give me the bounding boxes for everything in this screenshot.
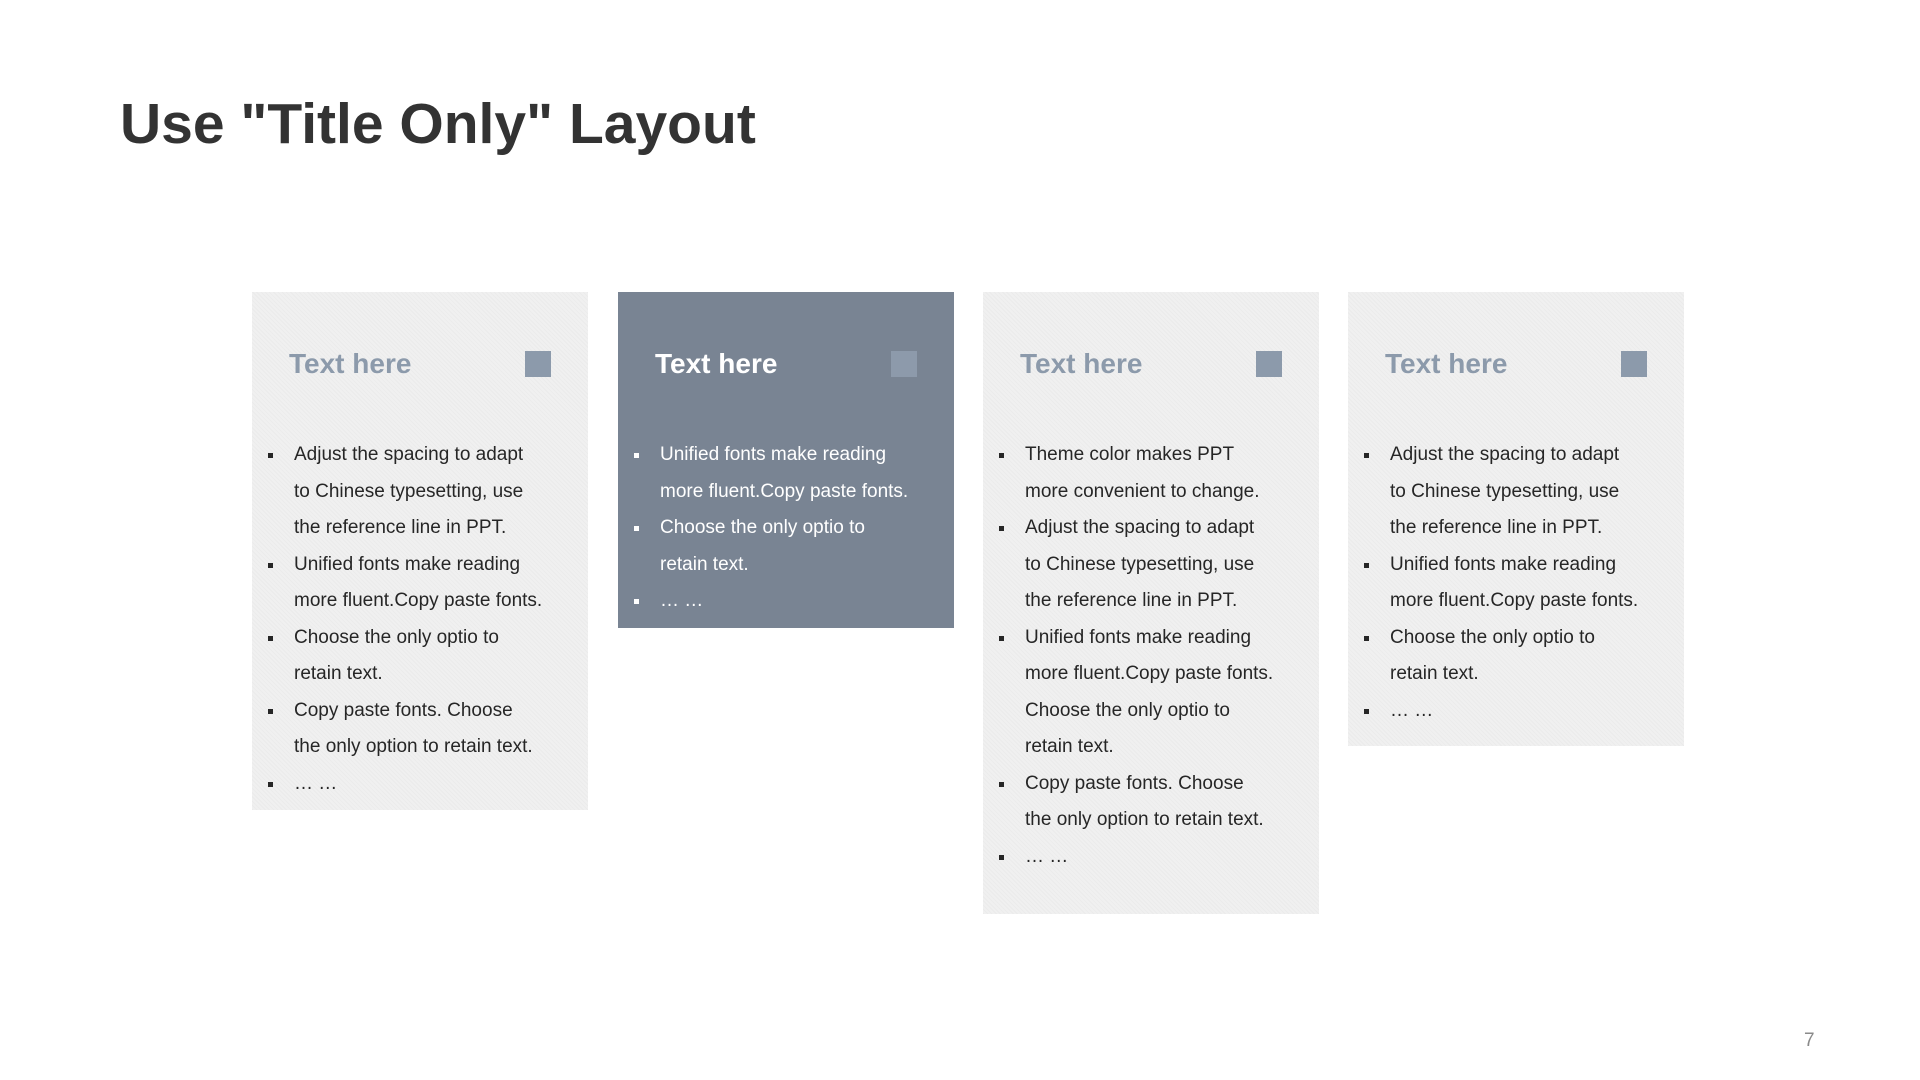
card-title: Text here [655, 348, 778, 379]
bullet-item [634, 510, 944, 583]
bullet-text: … … [660, 590, 704, 611]
bullet-item [268, 437, 578, 547]
bullet-text: Copy paste fonts. Choose the only option to retain text. [294, 699, 533, 757]
bullet-text: Choose the only optio to retain text. [294, 626, 499, 684]
bullet-text: Unified fonts make reading more fluent.Copy paste fonts. [294, 553, 543, 611]
bullet-text: Unified fonts make reading more fluent.Copy paste fonts. [660, 444, 909, 502]
bullet-item [999, 839, 1309, 876]
bullet-square-icon [268, 453, 273, 458]
bullet-square-icon [1364, 709, 1369, 714]
slide-title: Use "Title Only" Layout [120, 92, 756, 156]
card-header [1020, 344, 1282, 384]
bullet-text: Adjust the spacing to adapt to Chinese typesetting, use the reference line in PPT. [1390, 444, 1620, 538]
bullet-square-icon [999, 782, 1004, 787]
bullet-square-icon [999, 855, 1004, 860]
bullet-text: Adjust the spacing to adapt to Chinese typesetting, use the reference line in PPT. [294, 444, 524, 538]
bullet-list [1364, 437, 1674, 729]
bullet-square-icon [999, 526, 1004, 531]
bullet-square-icon [634, 599, 639, 604]
bullet-item [999, 437, 1309, 510]
bullet-item [1364, 547, 1674, 620]
bullet-text: Unified fonts make reading more fluent.Copy paste fonts. [1390, 553, 1639, 611]
bullet-square-icon [634, 453, 639, 458]
bullet-item [634, 437, 944, 510]
bullet-text: … … [1390, 699, 1434, 721]
card-title: Text here [1385, 348, 1508, 379]
bullet-item [1364, 437, 1674, 547]
bullet-text: Copy paste fonts. Choose the only option to retain text. [1025, 772, 1264, 830]
bullet-text: Adjust the spacing to adapt to Chinese typesetting, use the reference line in PPT. [1025, 517, 1255, 611]
square-icon [525, 351, 551, 377]
bullet-square-icon [1364, 453, 1369, 458]
bullet-square-icon [999, 453, 1004, 458]
bullet-item [999, 766, 1309, 839]
bullet-text: Unified fonts make reading more fluent.Copy paste fonts. Choose the only optio to retain text. [1025, 626, 1274, 757]
bullet-item [268, 693, 578, 766]
square-icon [891, 351, 917, 377]
card-header [655, 344, 917, 384]
bullet-square-icon [268, 636, 273, 641]
bullet-text: Choose the only optio to retain text. [1390, 626, 1595, 684]
bullet-list [634, 437, 944, 620]
card-header [289, 344, 551, 384]
bullet-square-icon [268, 709, 273, 714]
square-icon [1621, 351, 1647, 377]
bullet-item [1364, 693, 1674, 730]
bullet-item [999, 510, 1309, 620]
bullet-text: Theme color makes PPT more convenient to change. [1025, 444, 1260, 502]
bullet-item [634, 583, 944, 620]
bullet-item [268, 766, 578, 803]
bullet-text: Choose the only optio to retain text. [660, 517, 865, 575]
bullet-list [268, 437, 578, 802]
bullet-square-icon [999, 636, 1004, 641]
bullet-square-icon [1364, 636, 1369, 641]
bullet-square-icon [268, 782, 273, 787]
bullet-item [999, 620, 1309, 766]
bullet-list [999, 437, 1309, 875]
bullet-item [268, 620, 578, 693]
bullet-square-icon [1364, 563, 1369, 568]
bullet-square-icon [634, 526, 639, 531]
card-header [1385, 344, 1647, 384]
bullet-item [1364, 620, 1674, 693]
content-card-2 [618, 292, 954, 628]
content-card-1 [252, 292, 588, 810]
square-icon [1256, 351, 1282, 377]
bullet-text: … … [294, 772, 338, 794]
content-card-3 [983, 292, 1319, 914]
bullet-square-icon [268, 563, 273, 568]
bullet-item [268, 547, 578, 620]
bullet-text: … … [1025, 845, 1069, 867]
card-title: Text here [1020, 348, 1143, 379]
content-card-4 [1348, 292, 1684, 746]
page-number: 7 [1804, 1030, 1815, 1051]
card-title: Text here [289, 348, 412, 379]
